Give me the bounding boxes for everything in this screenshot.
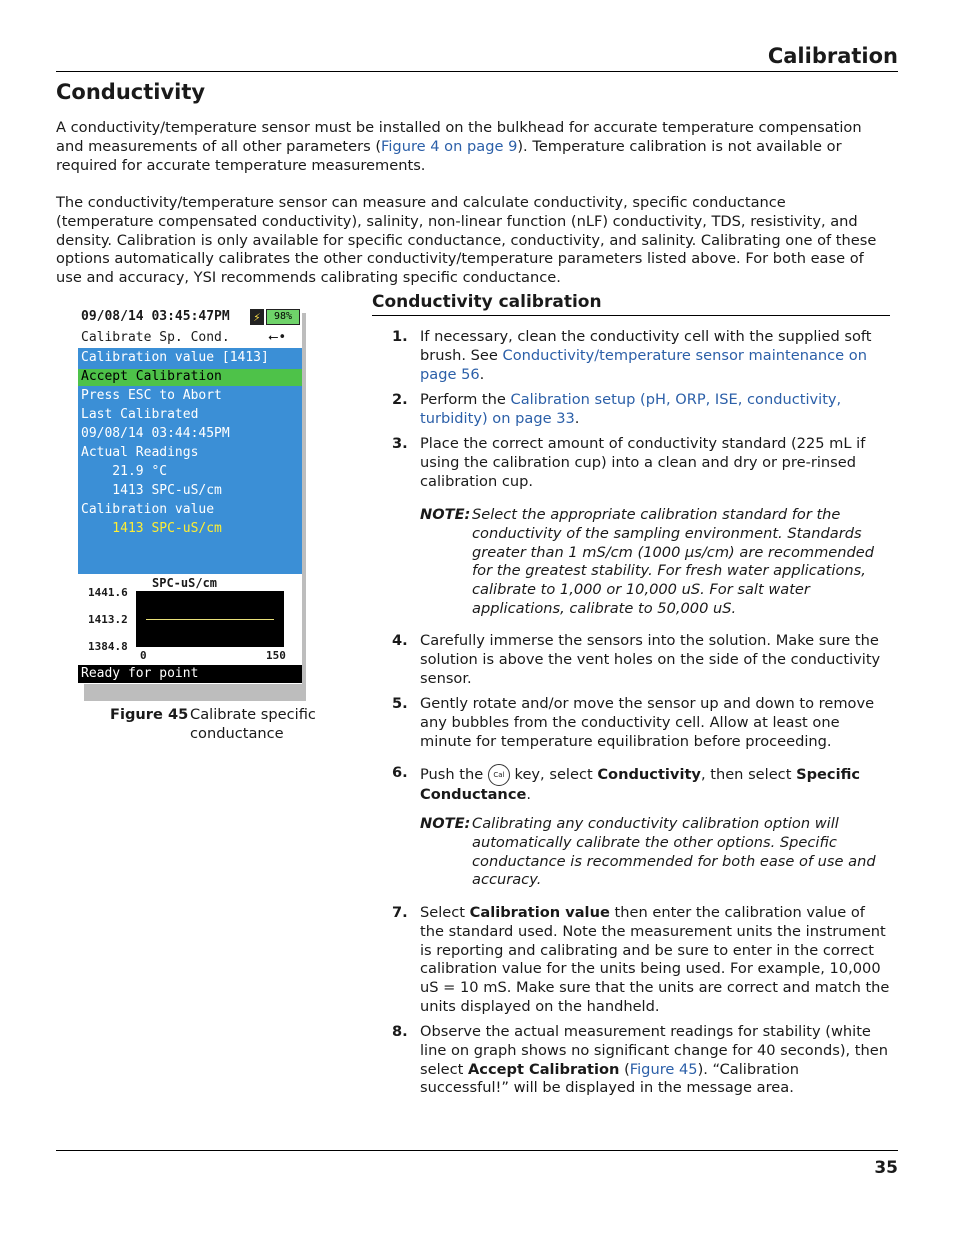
step-text-end: .: [574, 409, 580, 427]
intro-paragraph-2: The conductivity/temperature sensor can measure and calculate conductivity, specific conductance (temperature compensated conductivity), salinity, non-linear function (nLF) conductivity, TDS, resistivity, and density. Calibration is only available for specific conductance, conductivity, and salinity. Calibrating one of these options automatically calibrates the other conductivity/temperature parameters listed above. For both ease of use and accuracy, YSI recommends calibrating specific conductance.: [56, 194, 877, 287]
step-text: Push the: [420, 766, 488, 783]
step-number: 8.: [392, 1023, 408, 1040]
step-7: [392, 904, 892, 1017]
figure-45-link[interactable]: Figure 45: [629, 1060, 698, 1078]
step-text-end: ). “Calibration successful!” will be displayed in the message area.: [420, 1060, 799, 1097]
step-text: If necessary, clean the conductivity cell with the supplied soft brush. See: [420, 328, 872, 364]
step-text: Observe the actual measurement readings for stability (white line on graph shows no significant change for 40 seconds), then select: [420, 1023, 889, 1078]
step-text: (: [619, 1060, 630, 1078]
cal-key-icon: Cal: [488, 764, 510, 786]
step-text-end: .: [526, 786, 532, 803]
device-screen: [78, 308, 302, 684]
step-text-end: then enter the calibration value of the standard used. Note the measurement units the instrument is reporting and calibrating and be sure to enter in the correct calibration value for the units being used. For example, 10,000 uS = 10 mS. Make sure that the units are correct and match the units displayed on the handheld.: [420, 904, 890, 1015]
footer-rule: [56, 1150, 898, 1151]
note-text: Select the appropriate calibration standard for the conductivity of the sampling environment. Standards greater than 1 mS/cm (1000 µs/cm) are recommended for the greatest stability. For fresh water applications, calibrate to 1,000 or 10,000 uS. For salt water applications, calibrate to 50,000 uS.: [472, 506, 875, 617]
intro-text-a: A conductivity/temperature sensor must be installed on the bulkhead for accurate temperature compensation and measurements of all other parameters (: [56, 119, 862, 155]
graph-y-tick-top: 1441.6: [88, 586, 128, 599]
maintenance-link[interactable]: Conductivity/temperature sensor maintenance on page 56: [420, 346, 867, 383]
graph-x-tick-start: 0: [140, 649, 147, 662]
step-bold-conductivity: Conductivity: [597, 766, 701, 783]
graph-line: [146, 619, 274, 620]
status-bar: [78, 665, 302, 683]
note-label: NOTE:: [420, 506, 471, 523]
charging-icon: ⚡: [250, 309, 264, 325]
step-bold-accept-calibration: Accept Calibration: [468, 1060, 620, 1078]
section-header: Calibration: [767, 44, 898, 68]
step-2: [392, 391, 892, 429]
step-bold-calibration-value: Calibration value: [469, 904, 610, 921]
subsection-title: Conductivity calibration: [372, 292, 602, 312]
menu-item-press-esc: Press ESC to Abort: [81, 388, 222, 403]
menu-item-calibration-value[interactable]: Calibration value [1413]: [81, 350, 269, 365]
step-number: 1.: [392, 328, 408, 345]
step-number: 3.: [392, 435, 408, 452]
step-1: [392, 328, 892, 384]
menu-last-calibrated-value: 09/08/14 03:44:45PM: [81, 426, 230, 441]
graph-y-tick-bottom: 1384.8: [88, 640, 128, 653]
step-text: Perform the: [420, 391, 511, 408]
step-6: [392, 764, 892, 805]
page-title: Conductivity: [56, 80, 206, 104]
menu-last-calibrated-label: Last Calibrated: [81, 407, 199, 422]
reading-spc: 1413 SPC-uS/cm: [81, 483, 222, 498]
step-number: 2.: [392, 391, 408, 408]
figure-4-link[interactable]: Figure 4 on page 9: [381, 137, 518, 155]
graph-y-tick-mid: 1413.2: [88, 613, 128, 626]
figure-caption: [110, 706, 340, 744]
stability-graph: [136, 591, 284, 647]
note-label: NOTE:: [420, 815, 471, 832]
note-1: [420, 506, 890, 619]
menu-actual-readings-label: Actual Readings: [81, 445, 199, 460]
note-text: Calibrating any conductivity calibration option will automatically calibrate the other options. Specific conductance is recommended for both ease of use and accuracy.: [472, 815, 876, 889]
calibration-setup-link[interactable]: Calibration setup (pH, ORP, ISE, conductivity, turbidity) on page 33: [420, 391, 842, 427]
step-text: Select: [420, 904, 470, 921]
subsection-rule: [372, 315, 890, 316]
usb-icon: ⭠•: [268, 330, 287, 345]
step-text: Gently rotate and/or move the sensor up and down to remove any bubbles from the conductivity cell. Allow at least one minute for temperature equilibration before proceeding.: [420, 695, 875, 750]
step-4: [392, 632, 892, 688]
header-rule: [56, 71, 898, 72]
step-8: [392, 1023, 892, 1098]
step-number: 4.: [392, 632, 408, 649]
calibration-value-reading: 1413 SPC-uS/cm: [81, 521, 222, 536]
device-screen-title: Calibrate Sp. Cond.: [81, 330, 230, 345]
step-number: 5.: [392, 695, 408, 712]
step-text: Carefully immerse the sensors into the solution. Make sure the solution is above the vent holes on the side of the conductivity sensor.: [420, 632, 881, 687]
step-3: [392, 435, 892, 491]
menu-item-accept-calibration[interactable]: Accept Calibration: [81, 369, 222, 384]
status-message: Ready for point: [81, 666, 199, 681]
menu-calibration-value-label: Calibration value: [81, 502, 215, 517]
step-text: , then select: [700, 766, 797, 783]
intro-paragraph-1: [56, 119, 886, 175]
figure-label: Figure 45: [110, 706, 189, 723]
reading-temperature: 21.9 °C: [81, 464, 168, 479]
step-text-end: .: [479, 365, 485, 383]
graph-title: SPC-uS/cm: [152, 576, 218, 590]
step-text: Place the correct amount of conductivity standard (225 mL if using the calibration cup) into a clean and dry or pre-rinsed calibration cup.: [420, 435, 866, 490]
step-bold-specific-conductance: Specific Conductance: [420, 766, 861, 803]
step-5: [392, 695, 892, 751]
intro-text-b: ). Temperature calibration is not available or required for accurate temperature measurements.: [56, 137, 842, 174]
figure-caption-text: Calibrate specific conductance: [190, 706, 316, 742]
graph-x-tick-end: 150: [266, 649, 286, 662]
note-2: [420, 815, 890, 890]
step-number: 6.: [392, 764, 408, 781]
page-number: 35: [874, 1158, 898, 1178]
step-text: key, select: [509, 766, 598, 783]
battery-indicator: 98%: [266, 309, 300, 325]
step-number: 7.: [392, 904, 408, 921]
device-datetime: 09/08/14 03:45:47PM: [81, 309, 230, 324]
